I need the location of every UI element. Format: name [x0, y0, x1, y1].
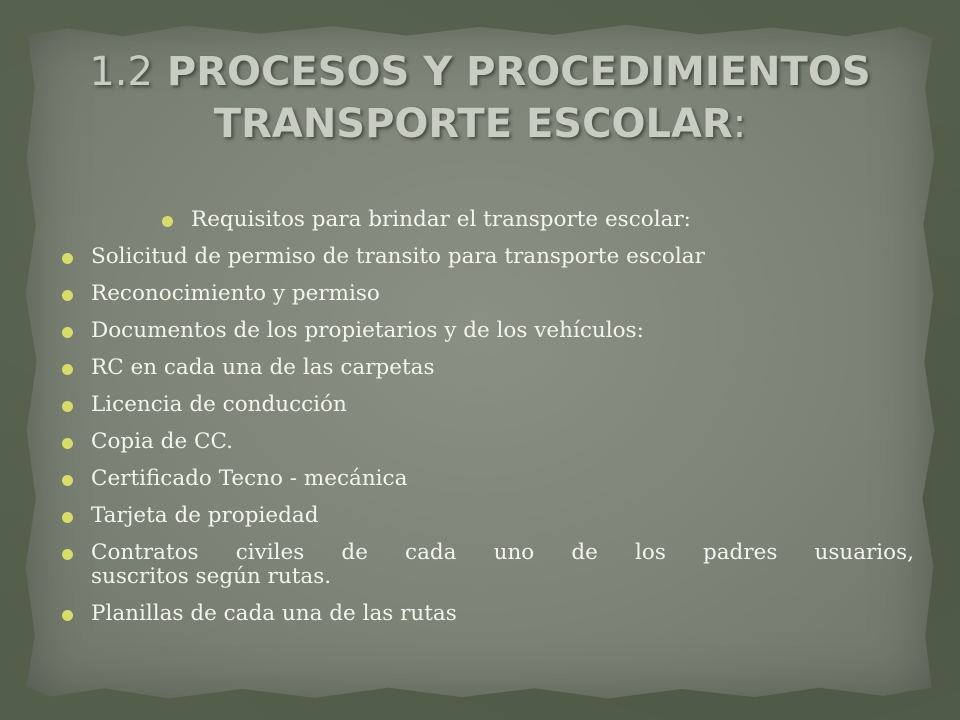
list-item-text: Requisitos para brindar el transporte escolar:	[191, 207, 691, 232]
title-line-1	[60, 46, 900, 98]
bullet-dot-icon	[62, 549, 73, 560]
list-item-text: Tarjeta de propiedad	[91, 503, 319, 528]
list-item-requisitos	[162, 208, 914, 232]
list-item-reconocimiento	[62, 282, 914, 306]
bullet-dot-icon	[62, 364, 73, 375]
list-item-text: Certificado Tecno - mecánica	[91, 466, 408, 491]
bullet-dot-icon	[62, 290, 73, 301]
title-text-2: TRANSPORTE ESCOLAR	[213, 101, 733, 147]
list-item-text: Licencia de conducción	[91, 392, 347, 417]
list-item-text: RC en cada una de las carpetas	[91, 355, 435, 380]
list-item-solicitud	[62, 245, 914, 269]
list-item-text: Reconocimiento y permiso	[91, 281, 380, 306]
list-item-copia-cc	[62, 430, 914, 454]
list-item-contratos	[62, 541, 914, 589]
list-item-tarjeta	[62, 504, 914, 528]
list-item-licencia	[62, 393, 914, 417]
bullet-dot-icon	[62, 401, 73, 412]
bullet-dot-icon	[62, 475, 73, 486]
list-item-text: Planillas de cada una de las rutas	[91, 601, 457, 626]
title-line-2	[60, 98, 900, 150]
list-item-text-line-1: Contratos civiles de cada uno de los padres usuarios,	[91, 540, 914, 565]
list-item-text-line-2: suscritos según rutas.	[91, 564, 332, 589]
list-item-certificado	[62, 467, 914, 491]
list-item-text: Solicitud de permiso de transito para transporte escolar	[91, 244, 705, 269]
bullet-dot-icon	[62, 512, 73, 523]
title-text-1: PROCESOS Y PROCEDIMIENTOS	[166, 49, 871, 95]
bullet-list	[62, 208, 914, 639]
list-item-documentos	[62, 319, 914, 343]
title-colon: :	[732, 101, 747, 147]
bullet-dot-icon	[62, 327, 73, 338]
bullet-dot-icon	[62, 253, 73, 264]
list-item-text: Documentos de los propietarios y de los vehículos:	[91, 318, 644, 343]
title-number: 1.2	[89, 49, 153, 95]
bullet-dot-icon	[162, 216, 173, 227]
bullet-dot-icon	[62, 610, 73, 621]
bullet-dot-icon	[62, 438, 73, 449]
list-item-rc	[62, 356, 914, 380]
list-item-text: Copia de CC.	[91, 429, 233, 454]
list-item-planillas	[62, 602, 914, 626]
slide-title	[60, 46, 900, 150]
